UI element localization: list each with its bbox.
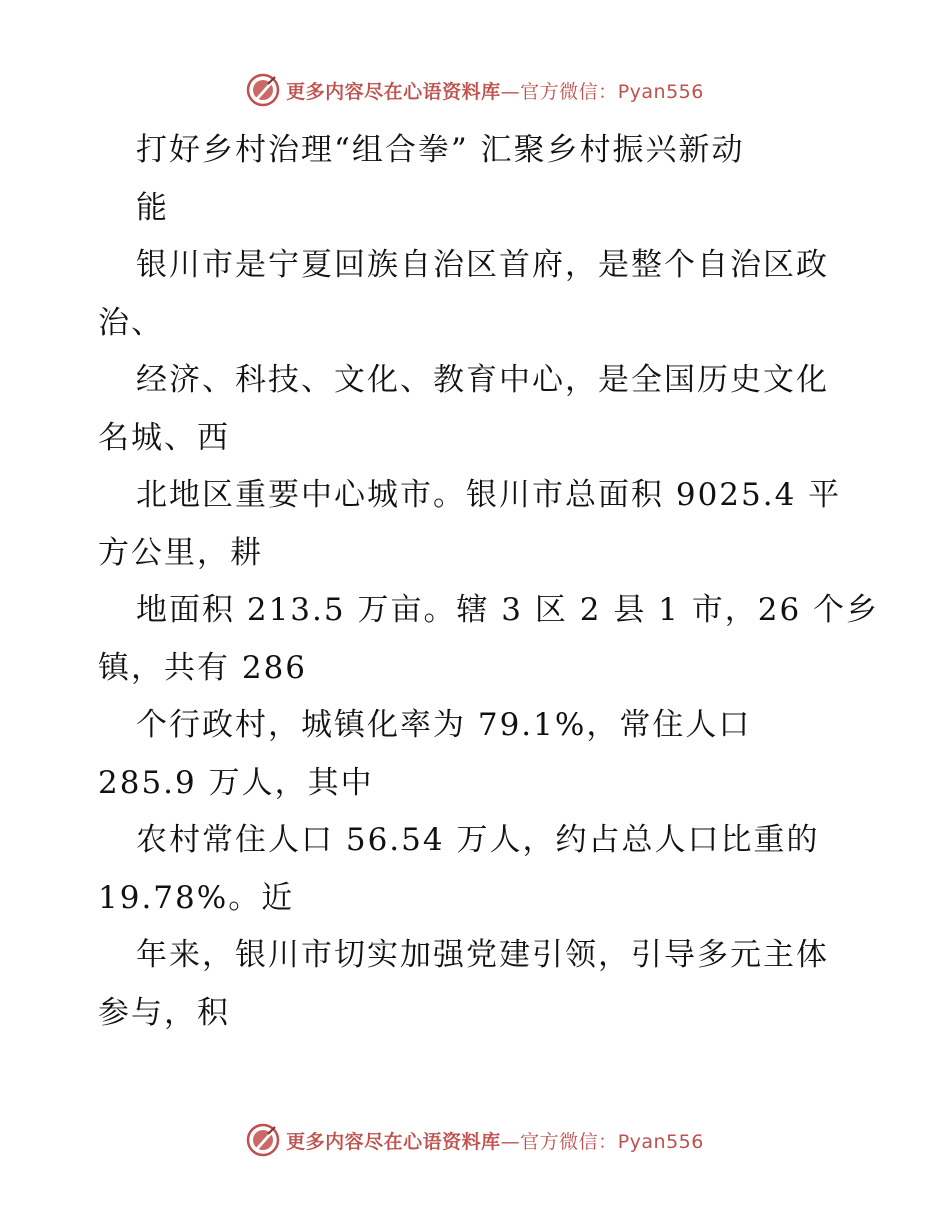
paragraph-line: 治、 [98,304,164,341]
document-title-line-1: 打好乡村治理“组合拳” 汇聚乡村振兴新动 [136,132,745,168]
paragraph-line: 地面积 213.5 万亩。辖 3 区 2 县 1 市，26 个乡 [136,592,880,628]
quill-seal-logo-icon [246,1123,280,1157]
paragraph-line: 方公里，耕 [98,534,263,571]
paragraph-line: 名城、西 [98,419,230,456]
paragraph-line: 经济、科技、文化、教育中心，是全国历史文化 [136,362,829,398]
header-watermark-text [286,77,704,104]
paragraph-line: 银川市是宁夏回族自治区首府，是整个自治区政 [136,247,829,283]
footer-watermark [0,1120,950,1160]
paragraph-line: 19.78%。近 [98,879,295,916]
footer-watermark-id: Pyan556 [617,1130,704,1153]
paragraph-line: 北地区重要中心城市。银川市总面积 9025.4 平 [136,477,842,513]
footer-watermark-text [286,1127,704,1154]
header-watermark [0,70,950,110]
paragraph-line: 参与，积 [98,994,230,1031]
header-watermark-sep: —官方微信： [500,80,618,103]
paragraph-line: 镇，共有 286 [98,649,308,686]
quill-seal-logo-icon [246,73,280,107]
header-watermark-id: Pyan556 [617,80,704,103]
footer-watermark-sep: —官方微信： [500,1130,618,1153]
document-body [98,122,878,1042]
footer-watermark-main: 更多内容尽在心语资料库 [286,1130,501,1153]
document-title-line-2: 能 [136,189,169,226]
paragraph-line: 年来，银川市切实加强党建引领，引导多元主体 [136,937,829,973]
paragraph-line: 农村常住人口 56.54 万人，约占总人口比重的 [136,822,820,858]
paragraph-line: 个行政村，城镇化率为 79.1%，常住人口 [136,707,752,743]
header-watermark-main: 更多内容尽在心语资料库 [286,80,501,103]
paragraph-line: 285.9 万人，其中 [98,764,374,801]
